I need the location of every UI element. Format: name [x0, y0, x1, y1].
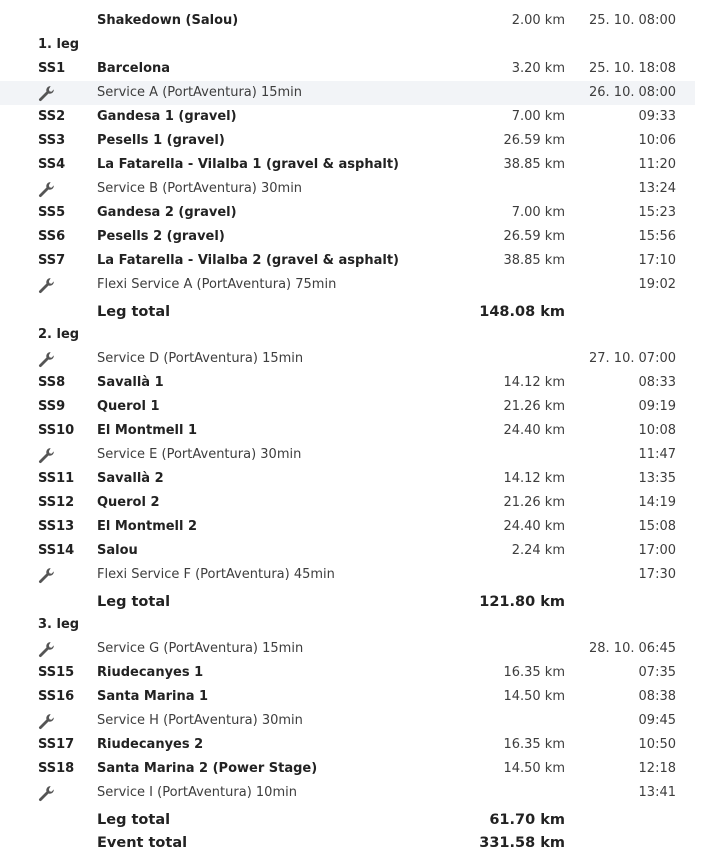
row-time: 17:00: [638, 543, 676, 558]
stage-distance: 7.00 km: [511, 109, 565, 124]
row-time: 09:19: [638, 399, 676, 414]
stage-row: [0, 249, 695, 273]
shakedown-time: 08:00: [638, 13, 676, 28]
row-time: 07:35: [638, 665, 676, 680]
row-time: 15:56: [638, 229, 676, 244]
row-time: 08:38: [638, 689, 676, 704]
stage-distance: 14.50 km: [503, 761, 565, 776]
stage-name: La Fatarella - Vilalba 2 (gravel & asphalt): [97, 253, 399, 268]
leg-header: [0, 323, 695, 347]
shakedown-row: [0, 9, 695, 33]
wrench-icon: [38, 567, 55, 584]
stage-row: [0, 539, 695, 563]
wrench-icon: [38, 641, 55, 658]
stage-distance: 26.59 km: [503, 133, 565, 148]
row-time: 15:08: [638, 519, 676, 534]
shakedown-date: 25. 10.: [589, 13, 635, 28]
stage-code: SS3: [38, 133, 66, 148]
row-date: 28. 10.: [589, 641, 635, 656]
row-time: 18:08: [638, 61, 676, 76]
leg-total-value: 61.70 km: [489, 812, 565, 828]
stage-code: SS1: [38, 61, 66, 76]
stage-row: [0, 515, 695, 539]
stage-code: SS6: [38, 229, 66, 244]
stage-distance: 7.00 km: [511, 205, 565, 220]
stage-name: Santa Marina 2 (Power Stage): [97, 761, 318, 776]
row-time: 10:08: [638, 423, 676, 438]
service-name: Service H (PortAventura) 30min: [97, 713, 303, 728]
stage-name: Barcelona: [97, 61, 171, 76]
stage-distance: 14.12 km: [503, 375, 565, 390]
row-time: 13:41: [638, 785, 676, 800]
row-time: 09:45: [638, 713, 676, 728]
leg-total-label: Leg total: [97, 594, 171, 610]
service-name: Service I (PortAventura) 10min: [97, 785, 297, 800]
leg-total-label: Leg total: [97, 812, 171, 828]
service-row: [0, 81, 695, 105]
stage-code: SS14: [38, 543, 75, 558]
stage-distance: 16.35 km: [503, 665, 565, 680]
stage-code: SS10: [38, 423, 75, 438]
service-row: [0, 177, 695, 201]
stage-row: [0, 419, 695, 443]
event-total-row: [0, 831, 695, 855]
service-row: [0, 563, 695, 587]
shakedown-name: Shakedown (Salou): [97, 13, 239, 28]
stage-name: Riudecanyes 2: [97, 737, 204, 752]
stage-code: SS12: [38, 495, 75, 510]
stage-row: [0, 661, 695, 685]
service-name: Service D (PortAventura) 15min: [97, 351, 304, 366]
stage-code: SS15: [38, 665, 75, 680]
stage-code: SS18: [38, 761, 75, 776]
event-total-label: Event total: [97, 835, 188, 851]
wrench-icon: [38, 181, 55, 198]
row-time: 11:47: [638, 447, 676, 462]
stage-code: SS17: [38, 737, 75, 752]
row-time: 09:33: [638, 109, 676, 124]
event-total-value: 331.58 km: [479, 835, 565, 851]
stage-name: Riudecanyes 1: [97, 665, 204, 680]
row-time: 13:35: [638, 471, 676, 486]
stage-code: SS9: [38, 399, 66, 414]
stage-name: Gandesa 2 (gravel): [97, 205, 237, 220]
wrench-icon: [38, 277, 55, 294]
stage-distance: 21.26 km: [503, 495, 565, 510]
leg-total-row: [0, 590, 695, 614]
stage-distance: 14.50 km: [503, 689, 565, 704]
stage-row: [0, 129, 695, 153]
leg-title: 1. leg: [38, 37, 80, 52]
leg-total-row: [0, 300, 695, 324]
service-row: [0, 781, 695, 805]
service-row: [0, 709, 695, 733]
stage-name: Querol 2: [97, 495, 160, 510]
wrench-icon: [38, 785, 55, 802]
leg-header: [0, 33, 695, 57]
leg-total-row: [0, 808, 695, 832]
row-time: 07:00: [638, 351, 676, 366]
stage-name: Savallà 2: [97, 471, 164, 486]
stage-row: [0, 225, 695, 249]
stage-row: [0, 467, 695, 491]
service-name: Service G (PortAventura) 15min: [97, 641, 304, 656]
stage-distance: 16.35 km: [503, 737, 565, 752]
stage-code: SS8: [38, 375, 66, 390]
leg-total-value: 121.80 km: [479, 594, 565, 610]
row-time: 14:19: [638, 495, 676, 510]
stage-row: [0, 685, 695, 709]
row-date: 27. 10.: [589, 351, 635, 366]
service-name: Flexi Service A (PortAventura) 75min: [97, 277, 337, 292]
shakedown-distance: 2.00 km: [511, 13, 565, 28]
leg-title: 2. leg: [38, 327, 80, 342]
row-time: 08:00: [638, 85, 676, 100]
service-row: [0, 273, 695, 297]
stage-code: SS5: [38, 205, 66, 220]
stage-row: [0, 371, 695, 395]
stage-code: SS4: [38, 157, 66, 172]
service-name: Service E (PortAventura) 30min: [97, 447, 302, 462]
stage-distance: 38.85 km: [503, 253, 565, 268]
row-time: 08:33: [638, 375, 676, 390]
stage-distance: 38.85 km: [503, 157, 565, 172]
stage-name: Savallà 1: [97, 375, 164, 390]
row-time: 12:18: [638, 761, 676, 776]
stage-distance: 2.24 km: [511, 543, 565, 558]
wrench-icon: [38, 85, 55, 102]
stage-row: [0, 491, 695, 515]
leg-title: 3. leg: [38, 617, 80, 632]
row-time: 13:24: [638, 181, 676, 196]
service-row: [0, 443, 695, 467]
row-time: 06:45: [638, 641, 676, 656]
stage-code: SS7: [38, 253, 66, 268]
wrench-icon: [38, 351, 55, 368]
stage-name: Pesells 1 (gravel): [97, 133, 225, 148]
row-time: 19:02: [638, 277, 676, 292]
stage-row: [0, 57, 695, 81]
stage-code: SS13: [38, 519, 75, 534]
stage-name: El Montmell 1: [97, 423, 198, 438]
stage-code: SS2: [38, 109, 66, 124]
row-date: 26. 10.: [589, 85, 635, 100]
service-name: Service B (PortAventura) 30min: [97, 181, 303, 196]
stage-distance: 26.59 km: [503, 229, 565, 244]
stage-distance: 3.20 km: [511, 61, 565, 76]
stage-distance: 24.40 km: [503, 519, 565, 534]
row-date: 25. 10.: [589, 61, 635, 76]
service-row: [0, 347, 695, 371]
row-time: 10:50: [638, 737, 676, 752]
stage-name: La Fatarella - Vilalba 1 (gravel & asphalt): [97, 157, 399, 172]
wrench-icon: [38, 447, 55, 464]
row-time: 17:30: [638, 567, 676, 582]
row-time: 17:10: [638, 253, 676, 268]
service-name: Flexi Service F (PortAventura) 45min: [97, 567, 335, 582]
stage-code: SS16: [38, 689, 75, 704]
row-time: 11:20: [638, 157, 676, 172]
stage-distance: 21.26 km: [503, 399, 565, 414]
stage-row: [0, 201, 695, 225]
leg-header: [0, 613, 695, 637]
stage-distance: 14.12 km: [503, 471, 565, 486]
service-row: [0, 637, 695, 661]
stage-name: Santa Marina 1: [97, 689, 209, 704]
leg-total-value: 148.08 km: [479, 304, 565, 320]
stage-row: [0, 153, 695, 177]
stage-name: Querol 1: [97, 399, 160, 414]
stage-row: [0, 395, 695, 419]
stage-row: [0, 105, 695, 129]
stage-name: Salou: [97, 543, 138, 558]
stage-name: El Montmell 2: [97, 519, 198, 534]
row-time: 15:23: [638, 205, 676, 220]
stage-name: Pesells 2 (gravel): [97, 229, 225, 244]
stage-distance: 24.40 km: [503, 423, 565, 438]
wrench-icon: [38, 713, 55, 730]
stage-code: SS11: [38, 471, 75, 486]
leg-total-label: Leg total: [97, 304, 171, 320]
row-time: 10:06: [638, 133, 676, 148]
stage-row: [0, 733, 695, 757]
stage-name: Gandesa 1 (gravel): [97, 109, 237, 124]
stage-row: [0, 757, 695, 781]
service-name: Service A (PortAventura) 15min: [97, 85, 303, 100]
